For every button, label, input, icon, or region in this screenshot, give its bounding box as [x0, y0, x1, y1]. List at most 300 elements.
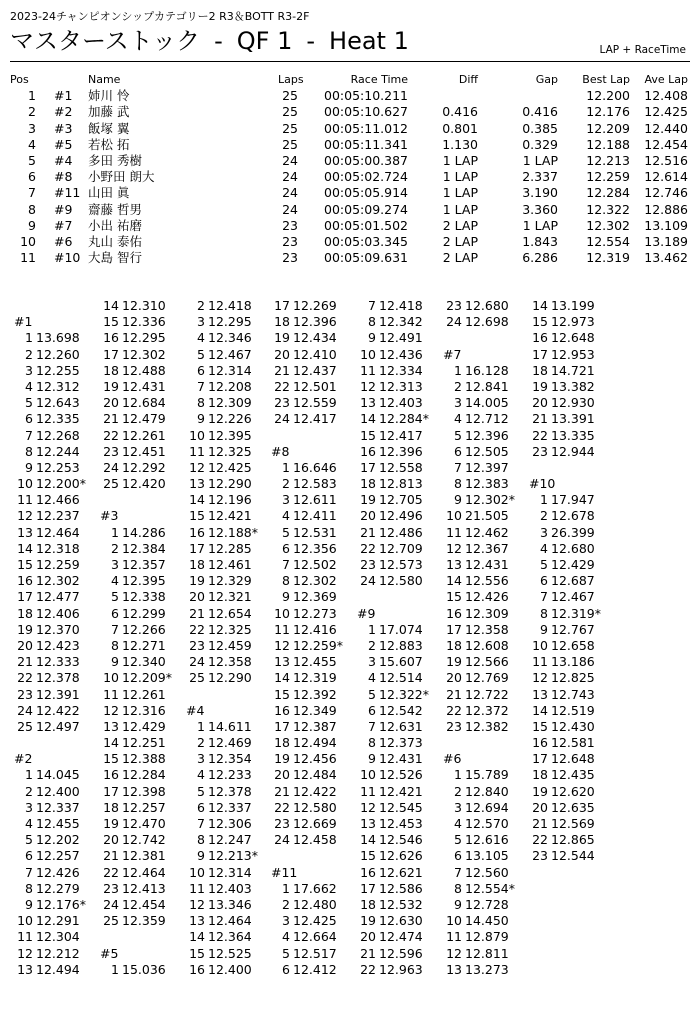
result-pos: 11: [20, 250, 36, 266]
lap-number: 3: [540, 524, 548, 540]
lap-column: [100, 298, 190, 978]
lap-time: 12.213*: [208, 848, 258, 864]
lap-number: 21: [532, 816, 548, 831]
lap-time: 12.484: [293, 767, 337, 783]
lap-row: [443, 476, 533, 492]
lap-row: [529, 444, 619, 460]
lap-row: [271, 428, 361, 444]
lap-row: [186, 492, 276, 508]
lap-number: 14: [189, 929, 205, 945]
lap-time: 12.273: [293, 605, 337, 621]
lap-number: 11: [360, 783, 376, 799]
lap-time: 12.396: [465, 427, 509, 443]
lap-row: [529, 428, 619, 444]
lap-time: 12.420: [122, 476, 166, 492]
lap-time: 12.302: [293, 573, 337, 589]
lap-time: 12.314: [208, 864, 252, 880]
lap-row: [186, 330, 276, 346]
col-header-laps: Laps: [278, 73, 304, 86]
lap-row: [100, 525, 190, 541]
result-race-time: 00:05:09.274: [324, 201, 408, 217]
lap-number: 2: [540, 508, 548, 524]
lap-time: 12.621: [379, 864, 423, 880]
lap-time: 12.422: [36, 702, 80, 718]
lap-time: 12.546: [379, 832, 423, 848]
lap-number: 4: [540, 540, 548, 556]
lap-row: [186, 881, 276, 897]
lap-row: [357, 476, 447, 492]
lap-row: [100, 541, 190, 557]
lap-time: 15.789: [465, 767, 509, 783]
lap-row: [271, 767, 361, 783]
lap-time: 12.384: [122, 540, 166, 556]
lap-time: 12.501: [293, 378, 337, 394]
lap-time: 12.635: [551, 799, 595, 815]
lap-row: [443, 654, 533, 670]
lap-time: 12.388: [122, 751, 166, 767]
lap-number: 14: [532, 702, 548, 718]
lap-number: 19: [274, 751, 290, 767]
lap-number: 21: [103, 848, 119, 864]
lap-time: 12.825: [551, 670, 595, 686]
lap-number: 1: [25, 330, 33, 346]
lap-time: 12.257: [36, 848, 80, 864]
lap-time: 12.285: [208, 540, 252, 556]
lap-row: [357, 298, 447, 314]
lap-row: [271, 848, 361, 864]
lap-number: 12: [446, 540, 462, 556]
lap-row: [14, 962, 104, 978]
lap-row: [14, 929, 104, 945]
lap-time: 12.208: [208, 378, 252, 394]
lap-number: 23: [103, 443, 119, 459]
lap-number: 4: [197, 330, 205, 346]
col-header-race-time: Race Time: [350, 73, 408, 86]
lap-row: [443, 314, 533, 330]
lap-number: 17: [532, 346, 548, 362]
lap-number: 20: [446, 670, 462, 686]
lap-time: 14.611: [208, 718, 252, 734]
lap-time: 12.392: [293, 686, 337, 702]
lap-number: 7: [454, 864, 462, 880]
lap-number: 17: [360, 880, 376, 896]
lap-row: [443, 541, 533, 557]
lap-time: 12.456: [293, 751, 337, 767]
lap-time: 12.611: [293, 492, 337, 508]
lap-row: [14, 476, 104, 492]
lap-number: 24: [274, 411, 290, 427]
lap-time: 12.358: [465, 621, 509, 637]
kart-heading: [271, 865, 361, 881]
lap-number: 22: [360, 540, 376, 556]
lap-row: [443, 946, 533, 962]
lap-time: 12.570: [465, 816, 509, 831]
lap-row: [14, 330, 104, 346]
lap-number: 2: [282, 476, 290, 492]
lap-row: [100, 800, 190, 816]
lap-time: 12.291: [36, 913, 80, 929]
lap-number: 12: [360, 378, 376, 394]
lap-row: [271, 492, 361, 508]
lap-row: [443, 589, 533, 605]
lap-time: 12.395: [208, 427, 252, 443]
event-subtitle: 2023-24チャンピオンシップカテゴリー2 R3＆BOTT R3-2F: [10, 10, 310, 23]
lap-number: 23: [274, 816, 290, 831]
lap-time: 12.580: [379, 573, 423, 589]
lap-time: 12.314: [208, 362, 252, 378]
result-race-time: 00:05:01.502: [324, 217, 408, 233]
lap-number: 3: [25, 799, 33, 815]
lap-row: [529, 800, 619, 816]
result-row: [0, 121, 700, 137]
lap-time: 12.338: [122, 589, 166, 605]
kart-heading: [443, 751, 533, 767]
lap-row: [529, 460, 619, 476]
lap-row: [14, 541, 104, 557]
lap-row: [100, 654, 190, 670]
lap-row: [529, 654, 619, 670]
lap-time: 12.451: [122, 443, 166, 459]
lap-time: 12.462: [465, 524, 509, 540]
result-pos: 10: [20, 233, 36, 249]
lap-time: 12.470: [122, 816, 166, 831]
lap-row: [357, 573, 447, 589]
lap-number: 5: [25, 832, 33, 848]
lap-row: [529, 411, 619, 427]
kart-number: #2: [14, 751, 33, 767]
lap-row: [186, 816, 276, 832]
lap-row: [186, 962, 276, 978]
lap-time: 12.370: [36, 621, 80, 637]
lap-time: 12.196: [208, 492, 252, 508]
result-gap: 0.329: [522, 136, 558, 152]
lap-number: 2: [25, 346, 33, 362]
lap-row: [14, 865, 104, 881]
result-pos: 2: [28, 104, 36, 120]
lap-row: [14, 946, 104, 962]
lap-number: 5: [368, 686, 376, 702]
lap-time: 12.883: [379, 637, 423, 653]
lap-number: 6: [197, 799, 205, 815]
lap-row: [357, 330, 447, 346]
lap-column: [443, 298, 533, 978]
lap-number: 19: [103, 816, 119, 831]
lap-row: [100, 492, 190, 508]
lap-number: 12: [532, 670, 548, 686]
lap-time: 12.630: [379, 913, 423, 929]
lap-time: 12.879: [465, 929, 509, 945]
lap-number: 8: [454, 476, 462, 492]
col-header-gap: Gap: [535, 73, 558, 86]
lap-number: 3: [25, 362, 33, 378]
lap-row: [443, 395, 533, 411]
lap-time: 12.212: [36, 945, 80, 961]
lap-number: 3: [282, 492, 290, 508]
lap-time: 12.406: [36, 605, 80, 621]
lap-time: 12.813: [379, 476, 423, 492]
lap-number: 16: [189, 961, 205, 977]
lap-time: 12.454: [122, 896, 166, 912]
lap-number: 1: [197, 718, 205, 734]
result-driver-name: 小出 祐磨: [88, 217, 142, 233]
lap-row: [357, 444, 447, 460]
lap-time: 12.654: [208, 605, 252, 621]
result-ave-lap: 13.462: [644, 250, 688, 266]
result-diff: 2 LAP: [442, 217, 478, 233]
lap-row: [186, 314, 276, 330]
result-best-lap: 12.213: [586, 152, 630, 168]
lap-time: 12.372: [465, 702, 509, 718]
lap-row: [271, 379, 361, 395]
lap-time: 12.643: [36, 395, 80, 411]
lap-row: [100, 767, 190, 783]
lap-row: [14, 816, 104, 832]
lap-row: [529, 492, 619, 508]
lap-time: 12.422: [293, 783, 337, 799]
result-race-time: 00:05:05.914: [324, 185, 408, 201]
lap-time: 12.426: [465, 589, 509, 605]
col-header-ave-lap: Ave Lap: [644, 73, 688, 86]
lap-time: 12.325: [208, 443, 252, 459]
lap-number: 18: [103, 362, 119, 378]
lap-number: 23: [274, 395, 290, 411]
lap-row: [357, 638, 447, 654]
lap-row: [14, 719, 104, 735]
lap-row: [443, 735, 533, 751]
lap-number: 9: [540, 621, 548, 637]
lap-row: [186, 897, 276, 913]
lap-number: 2: [454, 378, 462, 394]
kart-number: #7: [443, 346, 462, 362]
lap-time: 12.299: [122, 605, 166, 621]
lap-number: 19: [446, 654, 462, 670]
lap-time: 12.431: [379, 751, 423, 767]
lap-number: 8: [454, 880, 462, 896]
lap-row: [357, 589, 447, 605]
lap-row: [100, 606, 190, 622]
lap-time: 12.325: [208, 621, 252, 637]
result-best-lap: 12.284: [586, 185, 630, 201]
lap-number: 4: [282, 508, 290, 524]
lap-row: [443, 848, 533, 864]
result-ave-lap: 12.440: [644, 120, 688, 136]
lap-number: 4: [111, 573, 119, 589]
lap-time: 12.310: [122, 298, 166, 313]
lap-time: 12.712: [465, 411, 509, 427]
lap-time: 13.273: [465, 961, 509, 977]
result-diff: 1 LAP: [442, 152, 478, 168]
lap-number: 8: [540, 605, 548, 621]
lap-time: 12.944: [551, 443, 595, 459]
lap-time: 12.313: [379, 378, 423, 394]
lap-time: 14.450: [465, 913, 509, 929]
lap-number: 16: [103, 767, 119, 783]
lap-row: [529, 735, 619, 751]
result-kart-number: #10: [54, 250, 81, 266]
result-driver-name: 丸山 泰佑: [88, 233, 142, 249]
lap-number: 9: [197, 848, 205, 864]
lap-row: [443, 525, 533, 541]
lap-number: 20: [103, 395, 119, 411]
result-diff: 1 LAP: [442, 201, 478, 217]
lap-number: 20: [360, 929, 376, 945]
result-laps: 24: [282, 169, 298, 185]
lap-row: [186, 363, 276, 379]
lap-number: 15: [446, 589, 462, 605]
lap-time: 12.434: [293, 330, 337, 346]
lap-row: [443, 363, 533, 379]
lap-number: 12: [103, 702, 119, 718]
lap-row: [443, 784, 533, 800]
lap-number: 14: [103, 298, 119, 313]
lap-number: 4: [25, 378, 33, 394]
lap-time: 12.559: [293, 395, 337, 411]
lap-time: 12.425: [293, 913, 337, 929]
lap-row: [529, 541, 619, 557]
lap-time: 12.319*: [551, 605, 601, 621]
lap-column: [186, 298, 276, 978]
lap-number: 22: [189, 621, 205, 637]
lap-time: 12.581: [551, 735, 595, 751]
lap-number: 11: [274, 621, 290, 637]
result-kart-number: #9: [54, 201, 73, 217]
lap-number: 4: [282, 929, 290, 945]
kart-heading: [14, 314, 104, 330]
lap-row: [186, 946, 276, 962]
lap-time: 12.698: [465, 314, 509, 330]
lap-row: [357, 800, 447, 816]
result-row: [0, 169, 700, 185]
lap-time: 12.436: [379, 346, 423, 362]
lap-time: 13.199: [551, 298, 595, 313]
lap-time: 12.491: [379, 330, 423, 346]
lap-time: 12.318: [36, 540, 80, 556]
lap-row: [186, 541, 276, 557]
lap-row: [100, 330, 190, 346]
lap-time: 12.336: [122, 314, 166, 330]
lap-number: 5: [454, 832, 462, 848]
lap-row: [443, 573, 533, 589]
lap-number: 18: [532, 767, 548, 783]
lap-row: [271, 525, 361, 541]
result-laps: 23: [282, 233, 298, 249]
lap-row: [271, 573, 361, 589]
lap-time: 12.680: [551, 540, 595, 556]
results-header-row: [0, 72, 700, 88]
lap-row: [443, 557, 533, 573]
lap-number: 21: [532, 411, 548, 427]
lap-number: 25: [17, 718, 33, 734]
lap-number: 16: [446, 605, 462, 621]
lap-number: 20: [189, 589, 205, 605]
lap-number: 19: [532, 378, 548, 394]
lap-number: 5: [282, 945, 290, 961]
lap-row: [100, 573, 190, 589]
lap-number: 15: [360, 848, 376, 864]
lap-time: 12.321: [208, 589, 252, 605]
result-race-time: 00:05:11.012: [324, 120, 408, 136]
lap-time: 12.459: [208, 637, 252, 653]
lap-number: 8: [282, 573, 290, 589]
lap-time: 12.403: [379, 395, 423, 411]
lap-number: 8: [25, 880, 33, 896]
result-gap: 0.416: [522, 104, 558, 120]
lap-row: [271, 363, 361, 379]
lap-number: 15: [17, 557, 33, 572]
lap-row: [271, 476, 361, 492]
title-heat: Heat 1: [329, 27, 409, 55]
lap-number: 21: [360, 524, 376, 540]
lap-number: 13: [17, 961, 33, 977]
lap-time: 12.369: [293, 589, 337, 605]
lap-number: 13: [103, 718, 119, 734]
lap-row: [271, 719, 361, 735]
lap-time: 12.560: [465, 864, 509, 880]
lap-row: [14, 622, 104, 638]
result-ave-lap: 12.425: [644, 104, 688, 120]
result-driver-name: 若松 拓: [88, 136, 130, 152]
lap-time: 12.664: [293, 929, 337, 945]
lap-row: [357, 962, 447, 978]
lap-row: [443, 444, 533, 460]
result-driver-name: 飯塚 翼: [88, 120, 130, 136]
result-best-lap: 12.319: [586, 250, 630, 266]
lap-time: 12.963: [379, 961, 423, 977]
result-ave-lap: 13.109: [644, 217, 688, 233]
lap-number: 11: [189, 880, 205, 896]
lap-info-label: LAP + RaceTime: [599, 44, 686, 56]
lap-row: [271, 670, 361, 686]
lap-time: 12.417: [293, 411, 337, 427]
lap-row: [271, 508, 361, 524]
lap-number: 8: [197, 832, 205, 848]
lap-row: [186, 751, 276, 767]
lap-row: [271, 784, 361, 800]
lap-time: 12.680: [465, 298, 509, 313]
lap-time: 12.426: [36, 864, 80, 880]
kart-number: #6: [443, 751, 462, 767]
result-diff: 1 LAP: [442, 185, 478, 201]
lap-row: [529, 363, 619, 379]
lap-time: 12.556: [465, 573, 509, 589]
lap-row: [14, 444, 104, 460]
lap-time: 12.337: [36, 799, 80, 815]
lap-row: [443, 832, 533, 848]
lap-number: 23: [446, 298, 462, 313]
lap-row: [443, 962, 533, 978]
lap-row: [271, 751, 361, 767]
result-best-lap: 12.554: [586, 233, 630, 249]
lap-time: 12.722: [465, 686, 509, 702]
lap-time: 12.583: [293, 476, 337, 492]
result-best-lap: 12.259: [586, 169, 630, 185]
lap-time: 12.669: [293, 816, 337, 831]
result-ave-lap: 12.886: [644, 201, 688, 217]
lap-row: [14, 767, 104, 783]
lap-time: 12.335: [36, 411, 80, 427]
lap-time: 13.186: [551, 654, 595, 670]
lap-number: 17: [274, 718, 290, 734]
lap-time: 12.257: [122, 799, 166, 815]
lap-time: 12.709: [379, 540, 423, 556]
lap-time: 12.391: [36, 686, 80, 702]
lap-row: [271, 897, 361, 913]
lap-number: 13: [274, 654, 290, 670]
lap-number: 19: [360, 492, 376, 508]
lap-number: 2: [25, 783, 33, 799]
lap-row: [14, 379, 104, 395]
lap-time: 12.517: [293, 945, 337, 961]
